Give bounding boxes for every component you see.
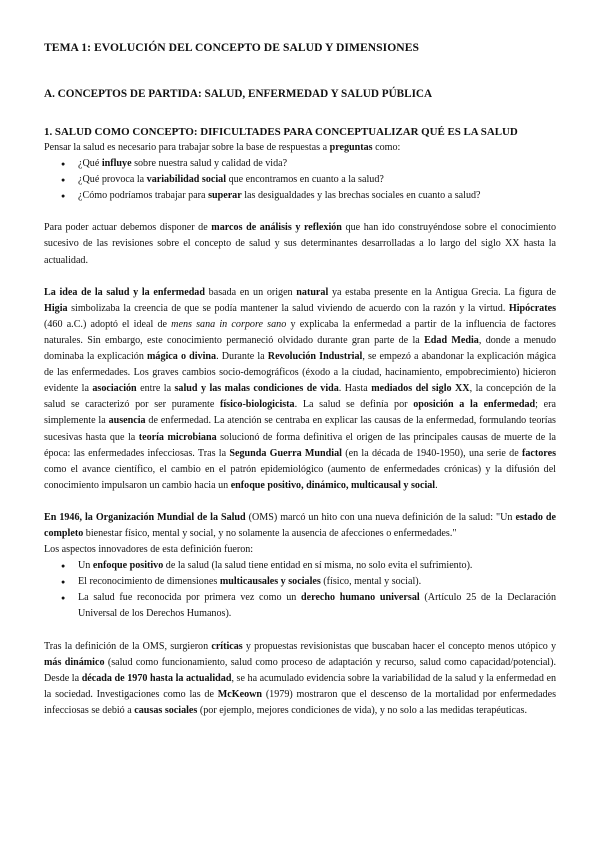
post-oms-paragraph: Tras la definición de la OMS, surgieron críticas y propuestas revisionistas que buscaban hacer el concepto menos utópico y más dinámico (salud como funcionamiento, salud como proceso de adaptación y recurso, salud como capacidad/potencial). Desde la década de 1970 hasta la actualidad, se ha acumulado evidencia sobre la variabilidad de la salud y la enfermedad en la sociedad. Investigaciones como las de McKeown (1979) mostraron que el descenso de la mortalidad por enfermedades infecciosas se debió a causas sociales (por ejemplo, mejores condiciones de vida), y no solo a las medidas terapéuticas. xyxy=(44,640,557,716)
section-a-heading: A. CONCEPTOS DE PARTIDA: SALUD, ENFERMEDAD Y SALUD PÚBLICA xyxy=(44,88,433,100)
list-item: ● ¿Qué provoca la variabilidad social que encontramos en cuanto a la salud? xyxy=(44,172,556,188)
section-1-heading: 1. SALUD COMO CONCEPTO: DIFICULTADES PARA CONCEPTUALIZAR QUÉ ES LA SALUD xyxy=(44,126,518,138)
oms-paragraph: En 1946, la Organización Mundial de la Salud (OMS) marcó un hito con una nueva definición de la salud: "Un estado de completo bienestar físico, mental y social, y no solamente la ausencia de afecciones o enfermedades." xyxy=(44,511,556,539)
list-item: ● El reconocimiento de dimensiones multicausales y sociales (físico, mental y social). xyxy=(44,574,556,590)
list-item: ● Un enfoque positivo de la salud (la salud tiene entidad en sí misma, no solo evita el sufrimiento). xyxy=(44,558,556,574)
intro-paragraph: Pensar la salud es necesario para trabajar sobre la base de respuestas a preguntas como: xyxy=(44,142,401,153)
marcos-paragraph: Para poder actuar debemos disponer de marcos de análisis y reflexión que han ido construyéndose sobre el conocimiento sucesivo de las revisiones sobre el concepto de salud y sus determinantes desarrolladas a lo largo del siglo XX hasta la actualidad. xyxy=(44,222,557,266)
list-item: ● ¿Qué influye sobre nuestra salud y calidad de vida? xyxy=(44,156,556,172)
document-title: TEMA 1: EVOLUCIÓN DEL CONCEPTO DE SALUD Y DIMENSIONES xyxy=(44,41,419,54)
oms-aspects-intro: Los aspectos innovadores de esta definición fueron: xyxy=(44,544,254,556)
list-item: ● ¿Cómo podríamos trabajar para superar las desigualdades y las brechas sociales en cuanto a salud? xyxy=(44,188,556,204)
oms-aspects-list xyxy=(44,558,556,622)
history-paragraph: La idea de la salud y la enfermedad basada en un origen natural ya estaba presente en la Antigua Grecia. La figura de Higia simbolizaba la creencia de que se podía mantener la salud viviendo de acuerdo con la razón y la virtud. Hipócrates (460 a.C.) adoptó el ideal de mens sana in corpore sano y explicaba la enfermedad a partir de la influencia de factores naturales. Sin embargo, este conocimiento permaneció olvidado durante gran parte de la Edad Media, donde a menudo dominaba la explicación mágica o divina. Durante la Revolución Industrial, se empezó a abandonar la explicación mágica de las enfermedades. Los graves cambios socio-demográficos (éxodo a la ciudad, hacinamiento, empobrecimiento) hicieron evidente la asociación entre la salud y las malas condiciones de vida. Hasta mediados del siglo XX, la concepción de la salud se caracterizó por ser puramente físico-biologicista. La salud se definía por oposición a la enfermedad; era simplemente la ausencia de enfermedad. La atención se centraba en explicar las causas de la enfermedad, formulando teorías sucesivas hasta que la teoría microbiana solucionó de forma definitiva el origen de las principales causas de muerte de la época: las enfermedades infecciosas. Tras la Segunda Guerra Mundial (en la década de 1940-1950), una serie de factores como el avance científico, el cambio en el patrón epidemiológico (aumento de enfermedades crónicas) y la difusión del conocimiento impulsaron un cambio hacia un enfoque positivo, dinámico, multicausal y social. xyxy=(44,286,557,491)
list-item: ● La salud fue reconocida por primera vez como un derecho humano universal (Artículo 25 de la Declaración Universal de los Derechos Humanos). xyxy=(44,590,556,622)
questions-list xyxy=(44,156,556,204)
